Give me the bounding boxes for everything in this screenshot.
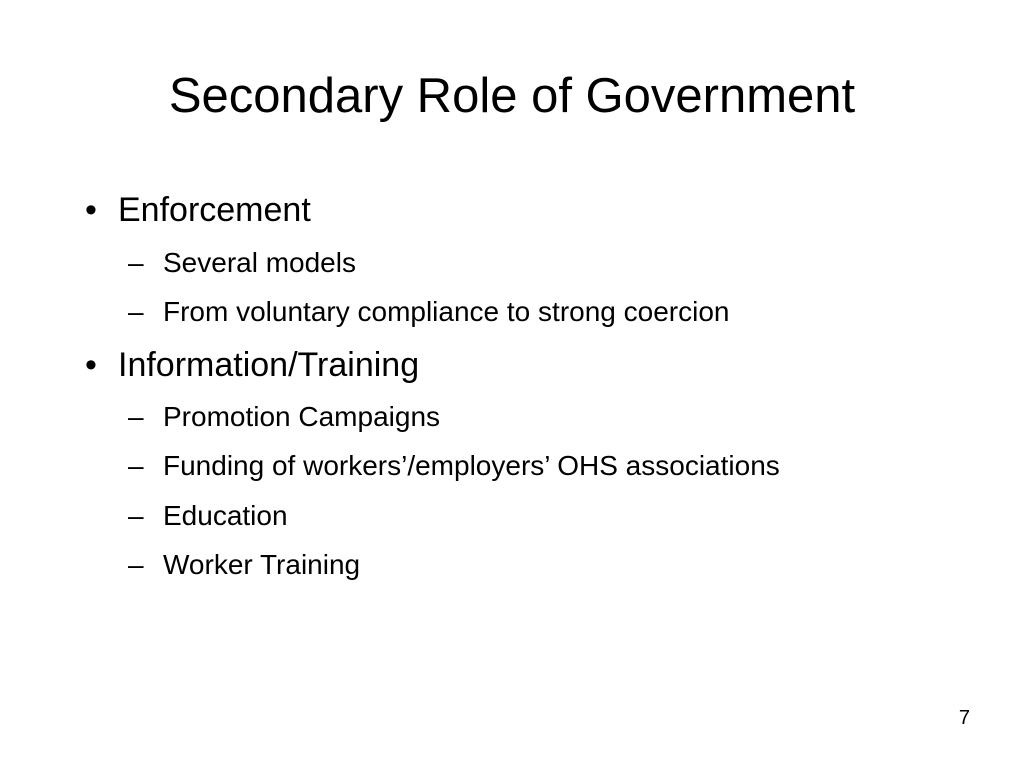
subbullet-marker: – [128, 500, 144, 531]
subbullet-item [0, 449, 840, 483]
subbullet-text: Several models [163, 247, 356, 278]
subbullet-item [0, 400, 800, 434]
bullet-item-enforcement [0, 190, 400, 230]
bullet-text: Information/Training [118, 346, 420, 384]
subbullet-text: From voluntary compliance to strong coercion [163, 296, 730, 327]
subbullet-item [0, 548, 800, 582]
bullet-item-information-training [0, 345, 500, 385]
subbullet-text: Worker Training [163, 549, 361, 580]
bullet-marker: • [85, 191, 97, 229]
bullet-text: Enforcement [118, 191, 311, 229]
subbullet-text: Education [163, 500, 288, 531]
subbullet-text: Promotion Campaigns [163, 401, 441, 432]
subbullet-marker: – [128, 549, 144, 580]
slide-title: Secondary Role of Government [168, 69, 856, 123]
subbullet-item [0, 246, 800, 280]
subbullet-marker: – [128, 296, 144, 327]
page-number: 7 [958, 707, 970, 729]
subbullet-marker: – [128, 401, 144, 432]
subbullet-marker: – [128, 450, 144, 481]
subbullet-marker: – [128, 247, 144, 278]
subbullet-item [0, 295, 800, 329]
subbullet-text: Funding of workers’/employers’ OHS associations [163, 450, 780, 481]
subbullet-item [0, 499, 800, 533]
bullet-marker: • [85, 346, 97, 384]
